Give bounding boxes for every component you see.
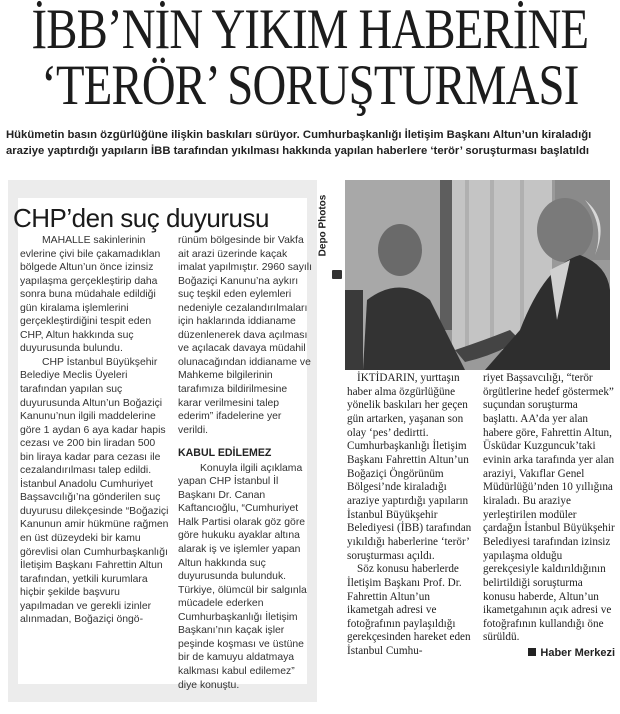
sidebar-paragraph: Konuyla ilgili açıklama yapan CHP İstanbul İl Başkanı Dr. Canan Kaftancıoğlu, “Cumhuriyet Halk Partisi olarak göz göre göre hukuku ayaklar altına alarak iş ve işlemler yapan Altun hakkında suç duyurusunda bulunduk. Türkiye, ölümcül bir salgınla mücadele ederken Cumhurbaşkanlığı İletişim Başkanı’nın kaçak işler peşinde koşması ve üstüne bir de kamuyu aldatmaya kalkması kabul edilemez” diye konuştu. <box>178 462 307 691</box>
sidebar-paragraph: CHP İstanbul Büyükşehir Belediye Meclis Üyeleri tarafından yapılan suç duyurusunda Altun’un Boğaziçi Kanunu’nun ilgili maddelerine göre 1 aydan 6 aya kadar hapis cezası ve 200 bin liradan 500 bin liraya kadar para cezası ile cezalandırılması talep edildi. İstanbul Anadolu Cumhuriyet Başsavcılığı’na gönderilen suç duyurusu dilekçesinde “Boğaziçi Kanunun amir hükmüne rağmen en üst düzeydeki bir kamu görevlisi olan Cumhurbaşkanlığı İletişim Başkanı Fahrettin Altun tarafından, yetkili kurumlara hiçbir şekilde başvuru yapılmadan ve gerekli izinler alınmadan, Boğaziçi öngö- <box>20 356 169 626</box>
byline <box>483 647 615 661</box>
photo-illustration <box>345 180 610 370</box>
square-bullet-icon <box>528 648 536 656</box>
spot-line-2: araziye yaptırdığı yapıların İBB tarafından yıkılması hakkında yapılan haberlere ‘terör’ soruşturması başlatıldı <box>6 144 590 157</box>
sidebar-title: CHP’den suç duyurusu <box>13 203 269 233</box>
photo-credit <box>317 180 344 280</box>
sidebar-subhead: KABUL EDİLEMEZ <box>178 447 272 460</box>
story-paragraph: İKTİDARIN, yurttaşın haber alma özgürlüğüne yönelik baskıları her geçen gün artarken, yaşanan son olay ‘pes’ dedirtti. Cumhurbaşkanlığı İletişim Başkanı Fahrettin Altun’un Boğaziçi Öngörünüm Bölgesi’nde kiraladığı araziye yaptırdığı yapıların İstanbul Büyükşehir Belediyesi (İBB) tarafından yıkıldığı haberlerine ‘terör’ soruşturması açıldı. <box>347 372 472 562</box>
spot-line-1: Hükümetin basın özgürlüğüne ilişkin baskıları sürüyor. Cumhurbaşkanlığı İletişim Başkanı Altun’un kiraladığı <box>6 129 592 141</box>
sidebar-column-2 <box>178 234 312 692</box>
news-photo <box>345 180 610 370</box>
headline-line-2: ‘TERÖR’ SORUŞTURMASI <box>41 54 579 117</box>
story-paragraph: Söz konusu haberlerde İletişim Başkanı Prof. Dr. Fahrettin Altun’un ikametgah adresi ve fotoğrafının paylaşıldığı gerekçesinden hareket eden İstanbul Cumhu- <box>347 563 471 658</box>
story-column-2 <box>483 372 615 661</box>
sidebar-paragraph: rünüm bölgesinde bir Vakfa ait arazi üzerinde kaçak imalat yapılmıştır. 2960 sayılı Boğaziçi Kanunu’na aykırı suç teşkil eden eylemleri nedeniyle cezalandırılmaları için haklarında iddianame düzenlenerek dava açılması ve açılacak davaya müdahil olunacağından iddianame ve Mahkeme bilgilerinin tarafımıza bildirilmesine karar verilmesini talep ederim” ifadelerine yer verildi. <box>178 235 312 436</box>
sidebar-paragraph: MAHALLE sakinlerinin evlerine çivi bile çakamadıklan bölgede Altun’un önce izinsiz yapılaşma gerçekleştirip daha sonra buna müdahale edildiği gün kiralama işlemlerini gerçekleştirdiğini tespit eden CHP, Altun hakkında suç duyurusunda bulundu. <box>20 235 161 355</box>
byline-text: Haber Merkezi <box>540 647 615 660</box>
camera-icon <box>332 270 342 279</box>
story-paragraph: riyet Başsavcılığı, “terör örgütlerine hedef göstermek” suçundan soruşturma başlattı. AA’da yer alan habere göre, Fahrettin Altun, Üsküdar Kuzguncuk’taki evinin arka tarafında yer alan araziyi, Vakıflar Genel Müdürlüğü’nden 10 yıllığına kiraladı. Bu araziye yerleştirilen modüler çardağın İstanbul Büyükşehir Belediyesi tarafından izinsiz yapılaşma olduğu gerekçesiyle kaldırıldığının belirtildiği soruşturma konusu haberde, Altun’un ikametgahının açık adresi ve fotoğrafının kullandığı öne sürüldü. <box>483 372 615 644</box>
headline <box>4 0 589 117</box>
photo-credit-text: Depo Photos <box>317 194 329 257</box>
spot-text <box>6 128 616 159</box>
story-column-1 <box>347 372 477 659</box>
sidebar-column-1 <box>20 234 170 627</box>
headline-line-1: İBB’NİN YIKIM HABERİNE <box>31 0 589 61</box>
